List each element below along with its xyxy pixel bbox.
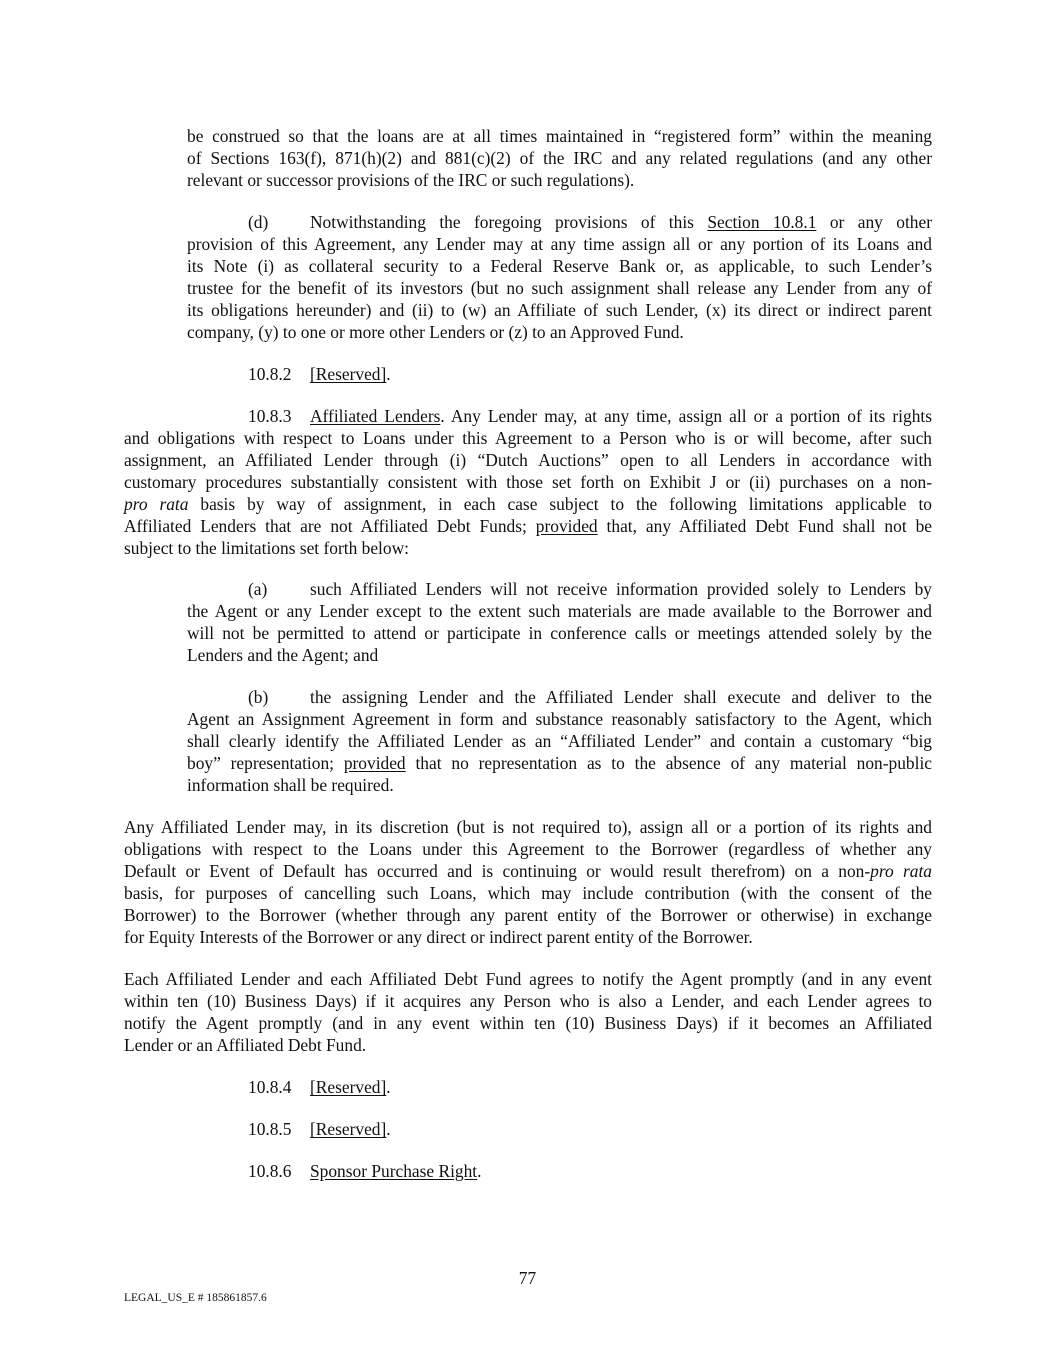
text-line bbox=[187, 752, 932, 774]
text-run: such Affiliated Lenders will not receive information provided solely to Lenders by bbox=[310, 579, 932, 599]
text-run: . bbox=[386, 364, 391, 384]
text-run: . Any Lender may, at any time, assign all or a portion of its rights bbox=[440, 406, 932, 426]
text-line: Lender or an Affiliated Debt Fund. bbox=[124, 1035, 367, 1055]
section-title: Affiliated Lenders bbox=[310, 406, 441, 426]
section-number: 10.8.2 bbox=[248, 364, 292, 384]
provided-term: provided bbox=[535, 516, 598, 536]
text-line bbox=[124, 860, 932, 882]
text-line bbox=[187, 578, 932, 600]
text-line: its obligations hereunder) and (ii) to (w) an Affiliate of such Lender, (x) its direct or indirect parent bbox=[187, 300, 932, 320]
text-run: that, any Affiliated Debt Fund shall not be bbox=[597, 516, 932, 536]
section-heading-10-8-6 bbox=[248, 1160, 482, 1182]
text-run: boy” representation; bbox=[187, 753, 344, 773]
text-run: that no representation as to the absence of any material non-public bbox=[405, 753, 932, 773]
section-10-8-1-link[interactable]: Section 10.8.1 bbox=[707, 212, 817, 232]
text-line: will not be permitted to attend or participate in conference calls or meetings attended solely by the bbox=[187, 623, 932, 643]
text-line bbox=[124, 515, 932, 537]
text-line: Agent an Assignment Agreement in form and substance reasonably satisfactory to the Agent, which bbox=[187, 709, 932, 729]
text-run: Affiliated Lenders that are not Affiliated Debt Funds; bbox=[124, 516, 536, 536]
text-run: Notwithstanding the foregoing provisions of this bbox=[310, 212, 708, 232]
text-line: customary procedures substantially consistent with those set forth on Exhibit J or (ii) purchases on a non- bbox=[124, 472, 932, 492]
clause-label: (a) bbox=[248, 579, 268, 599]
section-number: 10.8.6 bbox=[248, 1161, 292, 1181]
italic-run: pro rata bbox=[124, 494, 189, 514]
section-number: 10.8.4 bbox=[248, 1077, 292, 1097]
text-run: . bbox=[386, 1077, 391, 1097]
section-number: 10.8.5 bbox=[248, 1119, 292, 1139]
text-line: and obligations with respect to Loans under this Agreement to a Person who is or will become, after such bbox=[124, 428, 932, 448]
text-run: the assigning Lender and the Affiliated Lender shall execute and deliver to the bbox=[310, 687, 932, 707]
paragraph-each-affiliated-lender bbox=[124, 968, 932, 1056]
section-title: [Reserved] bbox=[310, 1077, 387, 1097]
text-line: assignment, an Affiliated Lender through (i) “Dutch Auctions” open to all Lenders in accordance with bbox=[124, 450, 932, 470]
page-number: 77 bbox=[518, 1268, 537, 1288]
paragraph-d bbox=[187, 211, 932, 343]
provided-term: provided bbox=[343, 753, 406, 773]
text-line: Any Affiliated Lender may, in its discretion (but is not required to), assign all or a portion of its rights and bbox=[124, 817, 932, 837]
section-title: [Reserved] bbox=[310, 364, 387, 384]
text-line: the Agent or any Lender except to the extent such materials are made available to the Borrower and bbox=[187, 601, 932, 621]
text-line: Lenders and the Agent; and bbox=[187, 645, 379, 665]
text-line bbox=[124, 493, 932, 515]
clause-label: (d) bbox=[248, 212, 269, 232]
text-line: provision of this Agreement, any Lender may at any time assign all or any portion of its Loans and bbox=[187, 234, 932, 254]
clause-label: (b) bbox=[248, 687, 269, 707]
text-line: Borrower) to the Borrower (whether through any parent entity of the Borrower or otherwise) in exchange bbox=[124, 905, 932, 925]
text-line: of Sections 163(f), 871(h)(2) and 881(c)(2) of the IRC and any related regulations (and any other bbox=[187, 148, 932, 168]
text-run: basis by way of assignment, in each case subject to the following limitations applicable to bbox=[188, 494, 932, 514]
text-run: . bbox=[477, 1161, 482, 1181]
text-line: Each Affiliated Lender and each Affiliated Debt Fund agrees to notify the Agent promptly (and in any event bbox=[124, 969, 932, 989]
text-line: for Equity Interests of the Borrower or any direct or indirect parent entity of the Borrower. bbox=[124, 927, 753, 947]
text-line: basis, for purposes of cancelling such Loans, which may include contribution (with the consent of the bbox=[124, 883, 932, 903]
text-line bbox=[124, 405, 932, 427]
text-line: trustee for the benefit of its investors (but no such assignment shall release any Lender from any of bbox=[187, 278, 932, 298]
text-line: be construed so that the loans are at all times maintained in “registered form” within the meaning bbox=[187, 126, 932, 146]
paragraph-a bbox=[187, 578, 932, 666]
text-line: information shall be required. bbox=[187, 775, 394, 795]
section-heading-10-8-5 bbox=[248, 1118, 391, 1140]
text-line bbox=[187, 211, 932, 233]
text-line: notify the Agent promptly (and in any event within ten (10) Business Days) if it becomes an Affiliated bbox=[124, 1013, 932, 1033]
paragraph-10-8-3 bbox=[124, 405, 932, 559]
document-id: LEGAL_US_E # 185861857.6 bbox=[124, 1292, 267, 1304]
paragraph-b bbox=[187, 686, 932, 796]
section-heading-10-8-4 bbox=[248, 1076, 391, 1098]
text-line: shall clearly identify the Affiliated Lender as an “Affiliated Lender” and contain a customary “big bbox=[187, 731, 932, 751]
section-heading-10-8-2 bbox=[248, 363, 391, 385]
text-run: . bbox=[386, 1119, 391, 1139]
section-title: Sponsor Purchase Right bbox=[310, 1161, 478, 1181]
paragraph-registered-form bbox=[187, 125, 932, 191]
text-line bbox=[187, 686, 932, 708]
text-run: or any other bbox=[816, 212, 932, 232]
text-line: relevant or successor provisions of the IRC or such regulations). bbox=[187, 170, 635, 190]
text-line: subject to the limitations set forth below: bbox=[124, 538, 409, 558]
paragraph-any-affiliated-lender bbox=[124, 816, 932, 948]
section-title: [Reserved] bbox=[310, 1119, 387, 1139]
text-line: within ten (10) Business Days) if it acquires any Person who is also a Lender, and each Lender agrees to bbox=[124, 991, 932, 1011]
italic-run: pro rata bbox=[870, 861, 932, 881]
section-number: 10.8.3 bbox=[248, 406, 292, 426]
text-line: its Note (i) as collateral security to a Federal Reserve Bank or, as applicable, to such Lender’s bbox=[187, 256, 932, 276]
text-line: company, (y) to one or more other Lenders or (z) to an Approved Fund. bbox=[187, 322, 684, 342]
text-line: obligations with respect to the Loans under this Agreement to the Borrower (regardless of whether any bbox=[124, 839, 932, 859]
text-run: Default or Event of Default has occurred and is continuing or would result therefrom) on a non- bbox=[124, 861, 871, 881]
